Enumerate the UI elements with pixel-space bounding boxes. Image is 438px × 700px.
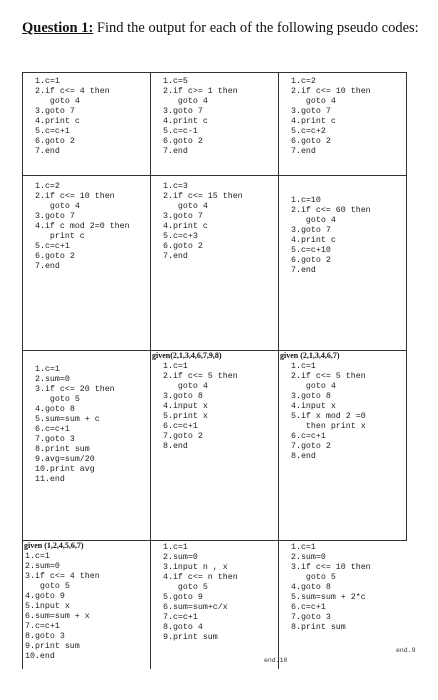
code-line: 4.print c [163, 117, 208, 126]
code-cell-4 [23, 176, 151, 351]
code-line: 3.if c<= 10 then [291, 563, 371, 572]
code-cell-6 [279, 176, 407, 351]
code-block [291, 77, 371, 157]
code-line: goto 4 [163, 202, 208, 211]
code-line: 4.print c [35, 117, 80, 126]
code-line: 7.end [291, 266, 316, 275]
code-line: 2.sum=0 [291, 553, 326, 562]
code-line: 5.c=c-1 [163, 127, 198, 136]
code-line: 5.if x mod 2 =0 [291, 412, 366, 421]
code-line: 1.c=1 [25, 552, 50, 561]
code-line: 5.sum=sum + c [35, 415, 100, 424]
code-line: 8.end [163, 442, 188, 451]
code-line: 1.c=2 [291, 77, 316, 86]
code-block [35, 365, 115, 485]
code-cell-8 [151, 351, 279, 541]
code-line: 3.goto 7 [35, 107, 75, 116]
code-line: 6.c=c+1 [291, 432, 326, 441]
code-line: 7.end [35, 262, 60, 271]
code-line: goto 4 [163, 97, 208, 106]
code-line: 1.c=3 [163, 182, 188, 191]
code-line: goto 4 [291, 382, 336, 391]
code-line: 5.sum=sum + 2*c [291, 593, 366, 602]
code-cell-9 [279, 351, 407, 541]
code-line: 7.end [35, 147, 60, 156]
code-line: goto 4 [291, 216, 336, 225]
code-line: 4.print c [291, 117, 336, 126]
code-line: 7.end [291, 147, 316, 156]
code-line: 4.if c<= n then [163, 573, 238, 582]
code-line: 1.c=1 [291, 543, 316, 552]
code-line: 10.end [25, 652, 55, 661]
code-line: 5.c=c+2 [291, 127, 326, 136]
code-line: goto 5 [291, 573, 336, 582]
code-line: 2.if c<= 10 then [35, 192, 115, 201]
code-line: goto 5 [163, 583, 208, 592]
given-note: given(2,1,3,4,6,7,9,8) [152, 351, 222, 360]
code-line: 1.c=10 [291, 196, 321, 205]
code-line: 2.sum=0 [163, 553, 198, 562]
code-line: 3.goto 8 [291, 392, 331, 401]
code-line: 9.print sum [25, 642, 80, 651]
stray-end-9-label: end.9 [396, 647, 416, 654]
code-line: 2.sum=0 [35, 375, 70, 384]
code-block [35, 77, 110, 157]
code-line: 5.input x [25, 602, 70, 611]
code-cell-2 [151, 73, 279, 176]
code-line: 7.goto 2 [163, 432, 203, 441]
code-line: 1.c=2 [35, 182, 60, 191]
code-line: goto 4 [291, 97, 336, 106]
code-line: goto 4 [163, 382, 208, 391]
code-block [35, 182, 130, 272]
given-note: given (1,2,4,5,6,7) [24, 541, 84, 550]
code-block [291, 362, 366, 462]
code-line: 2.if c<= 15 then [163, 192, 243, 201]
question-text: Find the output for each of the following pseudo codes: [93, 20, 419, 36]
code-line: 6.sum=sum + x [25, 612, 90, 621]
code-line: 8.end [291, 452, 316, 461]
code-line: 7.c=c+1 [163, 613, 198, 622]
code-cell-11 [151, 541, 279, 669]
code-line: 8.goto 3 [25, 632, 65, 641]
code-line: 3.if c<= 20 then [35, 385, 115, 394]
code-line: 1.c=1 [163, 543, 188, 552]
code-line: 2.if c<= 60 then [291, 206, 371, 215]
code-line: 7.goto 3 [35, 435, 75, 444]
code-line: 6.goto 2 [35, 137, 75, 146]
code-cell-10 [23, 541, 151, 669]
code-line: 5.c=c+1 [35, 127, 70, 136]
code-line: 8.print sum [35, 445, 90, 454]
code-line: 6.c=c+1 [163, 422, 198, 431]
code-line: 4.print c [163, 222, 208, 231]
code-line: 4.goto 9 [25, 592, 65, 601]
code-line: 5.c=c+3 [163, 232, 198, 241]
code-line: goto 4 [35, 97, 80, 106]
code-cell-3 [279, 73, 407, 176]
code-line: 3.goto 7 [291, 226, 331, 235]
code-line: 7.c=c+1 [25, 622, 60, 631]
code-line: 4.goto 8 [35, 405, 75, 414]
code-block [25, 552, 100, 662]
code-line: 7.goto 2 [291, 442, 331, 451]
code-line: 3.goto 7 [163, 107, 203, 116]
code-block [163, 362, 238, 452]
code-line: 6.sum=sum+c/x [163, 603, 228, 612]
code-line: 6.goto 2 [163, 242, 203, 251]
code-line: 5.c=c+1 [35, 242, 70, 251]
code-line: 7.end [163, 252, 188, 261]
stray-end-10-label: end.10 [264, 657, 288, 664]
code-line: 2.if c>= 1 then [163, 87, 238, 96]
code-line: 4.input x [163, 402, 208, 411]
code-line: 4.if c mod 2=0 then [35, 222, 130, 231]
code-block [163, 182, 243, 262]
question-label: Question 1: [22, 20, 94, 36]
code-line: print c [35, 232, 85, 241]
code-line: 11.end [35, 475, 65, 484]
code-line: 8.print sum [291, 623, 346, 632]
code-line: 3.input n , x [163, 563, 228, 572]
code-line: 2.if c<= 5 then [163, 372, 238, 381]
code-line: 6.goto 2 [35, 252, 75, 261]
code-line: 2.if c<= 5 then [291, 372, 366, 381]
code-block [291, 543, 371, 633]
code-line: 1.c=1 [291, 362, 316, 371]
code-line: 10.print avg [35, 465, 95, 474]
code-block [163, 77, 238, 157]
given-note: given (2,1,3,4,6,7) [280, 351, 340, 360]
code-line: 3.if c<= 4 then [25, 572, 100, 581]
code-line: goto 5 [35, 395, 80, 404]
code-line: 8.goto 4 [163, 623, 203, 632]
code-line: 2.sum=0 [25, 562, 60, 571]
code-cell-12 [279, 541, 407, 669]
code-line: 3.goto 7 [291, 107, 331, 116]
code-line: 5.c=c+10 [291, 246, 331, 255]
code-line: 3.goto 7 [35, 212, 75, 221]
code-line: 6.c=c+1 [35, 425, 70, 434]
code-line: 6.goto 2 [291, 256, 331, 265]
code-line: 6.c=c+1 [291, 603, 326, 612]
code-line: 9.print sum [163, 633, 218, 642]
code-line: 2.if c<= 10 then [291, 87, 371, 96]
code-line: 7.end [163, 147, 188, 156]
code-line: 6.goto 2 [163, 137, 203, 146]
code-line: 4.print c [291, 236, 336, 245]
code-line: 2.if c<= 4 then [35, 87, 110, 96]
code-line: 5.goto 9 [163, 593, 203, 602]
code-line: 3.goto 8 [163, 392, 203, 401]
code-cell-7 [23, 351, 151, 541]
code-line: 3.goto 7 [163, 212, 203, 221]
code-line: 4.input x [291, 402, 336, 411]
code-line: goto 5 [25, 582, 70, 591]
code-cell-5 [151, 176, 279, 351]
code-line: 1.c=1 [35, 365, 60, 374]
question-title [22, 20, 432, 37]
code-line: 9.avg=sum/20 [35, 455, 95, 464]
code-block [163, 543, 238, 643]
code-line: 1.c=5 [163, 77, 188, 86]
code-line: 4.goto 8 [291, 583, 331, 592]
code-line: 5.print x [163, 412, 208, 421]
code-line: 7.goto 3 [291, 613, 331, 622]
code-line: goto 4 [35, 202, 80, 211]
code-line: 1.c=1 [35, 77, 60, 86]
code-line: 6.goto 2 [291, 137, 331, 146]
pseudocode-grid [22, 72, 407, 669]
code-line: then print x [291, 422, 366, 431]
code-block [291, 196, 371, 276]
code-cell-1 [23, 73, 151, 176]
code-line: 1.c=1 [163, 362, 188, 371]
